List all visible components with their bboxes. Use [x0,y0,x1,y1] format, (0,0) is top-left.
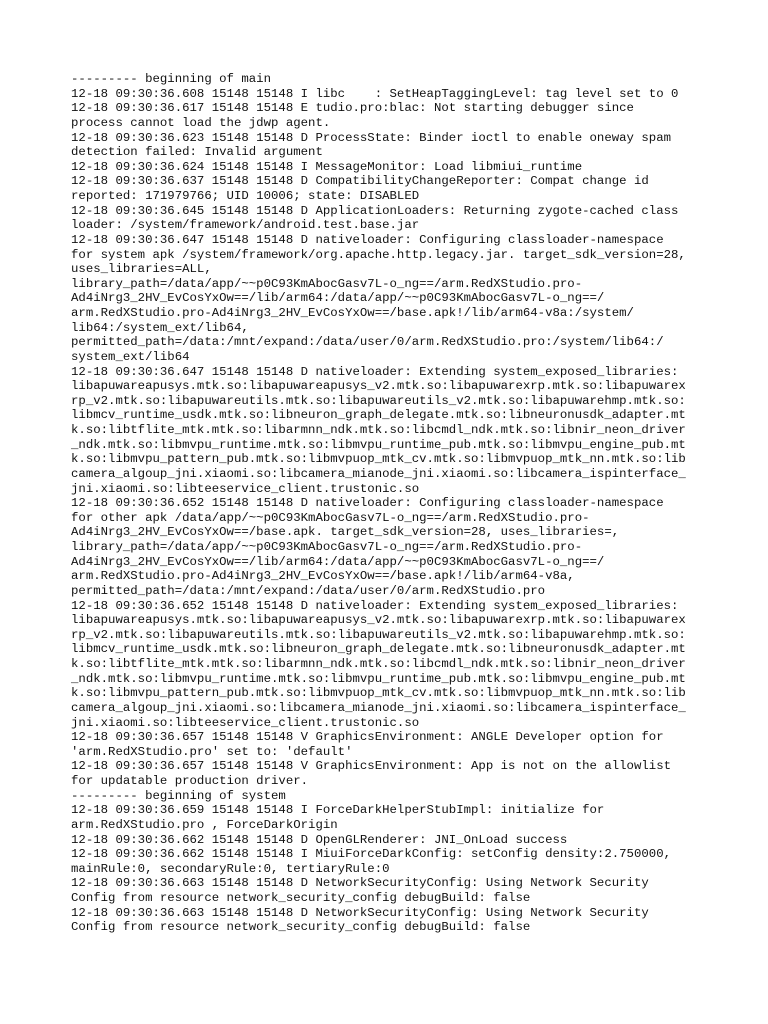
log-line: mainRule:0, secondaryRule:0, tertiaryRule:0 [71,861,390,876]
log-line: uses_libraries=ALL, [71,262,212,277]
log-line: arm.RedXStudio.pro-Ad4iNrg3_2HV_EvCosYxOw==/base.apk!/lib/arm64-v8a, [71,569,575,584]
log-line: camera_algoup_jni.xiaomi.so:libcamera_mianode_jni.xiaomi.so:libcamera_ispinterface_ [71,700,686,715]
log-line: _ndk.mtk.so:libmvpu_runtime.mtk.so:libmvpu_runtime_pub.mtk.so:libmvpu_engine_pub.mt [71,671,686,686]
log-line: 12-18 09:30:36.657 15148 15148 V GraphicsEnvironment: App is not on the allowlist [71,759,672,774]
log-line: for system apk /system/framework/org.apache.http.legacy.jar. target_sdk_version=28, [71,247,686,262]
log-line: for other apk /data/app/~~p0C93KmAbocGasv7L-o_ng==/arm.RedXStudio.pro- [71,510,590,525]
log-line: detection failed: Invalid argument [71,145,323,160]
log-line: k.so:libtflite_mtk.mtk.so:libarmnn_ndk.mtk.so:libcmdl_ndk.mtk.so:libnir_neon_driver [71,423,686,437]
log-line: 12-18 09:30:36.662 15148 15148 I MiuiForceDarkConfig: setConfig density:2.750000, [71,847,672,862]
log-line: 12-18 09:30:36.663 15148 15148 D NetworkSecurityConfig: Using Network Security [71,905,649,920]
log-line: permitted_path=/data:/mnt/expand:/data/user/0/arm.RedXStudio.pro:/system/lib64:/ [71,335,664,350]
log-line: libapuwareapusys.mtk.so:libapuwareapusys_v2.mtk.so:libapuwarexrp.mtk.so:libapuwarex [71,379,686,394]
log-line: process cannot load the jdwp agent. [71,115,331,130]
log-line: 12-18 09:30:36.657 15148 15148 V GraphicsEnvironment: ANGLE Developer option for [71,730,664,745]
log-line: 12-18 09:30:36.663 15148 15148 D NetworkSecurityConfig: Using Network Security [71,876,649,891]
log-line: system_ext/lib64 [71,349,190,364]
log-line: Ad4iNrg3_2HV_EvCosYxOw==/base.apk. target_sdk_version=28, uses_libraries=, [71,525,620,540]
log-line: library_path=/data/app/~~p0C93KmAbocGasv7L-o_ng==/arm.RedXStudio.pro- [71,540,583,554]
log-line: 'arm.RedXStudio.pro' set to: 'default' [71,744,353,759]
log-line: loader: /system/framework/android.test.base.jar [71,218,420,233]
log-line: Config from resource network_security_config debugBuild: false [71,920,531,935]
log-line: _ndk.mtk.so:libmvpu_runtime.mtk.so:libmvpu_runtime_pub.mtk.so:libmvpu_engine_pub.mt [71,437,686,452]
log-line: k.so:libmvpu_pattern_pub.mtk.so:libmvpuop_mtk_cv.mtk.so:libmvpuop_mtk_nn.mtk.so:lib [71,686,686,701]
log-line: lib64:/system_ext/lib64, [71,320,249,335]
log-line: 12-18 09:30:36.624 15148 15148 I MessageMonitor: Load libmiui_runtime [71,159,583,174]
log-line: --------- beginning of system [71,788,286,803]
log-line: --------- beginning of main [71,72,272,86]
log-line: rp_v2.mtk.so:libapuwareutils.mtk.so:libapuwareutils_v2.mtk.so:libapuwarehmp.mtk.so: [71,393,686,408]
log-line: k.so:libmvpu_pattern_pub.mtk.so:libmvpuop_mtk_cv.mtk.so:libmvpuop_mtk_nn.mtk.so:lib [71,452,686,467]
log-line: arm.RedXStudio.pro , ForceDarkOrigin [71,817,338,832]
log-line: permitted_path=/data:/mnt/expand:/data/user/0/arm.RedXStudio.pro [71,583,546,598]
log-line: arm.RedXStudio.pro-Ad4iNrg3_2HV_EvCosYxOw==/base.apk!/lib/arm64-v8a:/system/ [71,306,634,320]
log-line: rp_v2.mtk.so:libapuwareutils.mtk.so:libapuwareutils_v2.mtk.so:libapuwarehmp.mtk.so: [71,627,686,642]
log-line: libmcv_runtime_usdk.mtk.so:libneuron_graph_delegate.mtk.so:libneuronusdk_adapter.mt [71,642,686,657]
log-line: for updatable production driver. [71,774,309,788]
log-line: camera_algoup_jni.xiaomi.so:libcamera_mianode_jni.xiaomi.so:libcamera_ispinterface_ [71,466,686,481]
log-line: reported: 171979766; UID 10006; state: DISABLED [71,189,420,203]
log-line: jni.xiaomi.so:libteeservice_client.trustonic.so [71,481,420,496]
log-line: 12-18 09:30:36.623 15148 15148 D ProcessState: Binder ioctl to enable oneway spam [71,130,672,145]
log-line: Ad4iNrg3_2HV_EvCosYxOw==/lib/arm64:/data/app/~~p0C93KmAbocGasv7L-o_ng==/ [71,554,605,569]
log-line: 12-18 09:30:36.647 15148 15148 D nativeloader: Extending system_exposed_libraries: [71,364,679,379]
log-line: library_path=/data/app/~~p0C93KmAbocGasv7L-o_ng==/arm.RedXStudio.pro- [71,276,583,291]
logcat-output [71,72,728,935]
log-line: 12-18 09:30:36.647 15148 15148 D nativeloader: Configuring classloader-namespace [71,232,664,247]
log-line: 12-18 09:30:36.652 15148 15148 D nativeloader: Configuring classloader-namespace [71,496,664,511]
log-line: jni.xiaomi.so:libteeservice_client.trustonic.so [71,715,420,730]
log-line: 12-18 09:30:36.662 15148 15148 D OpenGLRenderer: JNI_OnLoad success [71,832,568,847]
log-line: k.so:libtflite_mtk.mtk.so:libarmnn_ndk.mtk.so:libcmdl_ndk.mtk.so:libnir_neon_driver [71,657,686,671]
log-line: Ad4iNrg3_2HV_EvCosYxOw==/lib/arm64:/data/app/~~p0C93KmAbocGasv7L-o_ng==/ [71,291,605,306]
log-line: libmcv_runtime_usdk.mtk.so:libneuron_graph_delegate.mtk.so:libneuronusdk_adapter.mt [71,408,686,423]
log-line: 12-18 09:30:36.608 15148 15148 I libc : SetHeapTaggingLevel: tag level set to 0 [71,86,679,101]
log-line: 12-18 09:30:36.637 15148 15148 D CompatibilityChangeReporter: Compat change id [71,174,649,189]
log-line: 12-18 09:30:36.652 15148 15148 D nativeloader: Extending system_exposed_libraries: [71,598,679,613]
log-line: libapuwareapusys.mtk.so:libapuwareapusys_v2.mtk.so:libapuwarexrp.mtk.so:libapuwarex [71,613,686,628]
log-line: 12-18 09:30:36.645 15148 15148 D ApplicationLoaders: Returning zygote-cached class [71,203,679,218]
log-line: Config from resource network_security_config debugBuild: false [71,891,531,905]
log-line: 12-18 09:30:36.617 15148 15148 E tudio.pro:blac: Not starting debugger since [71,101,634,116]
log-line: 12-18 09:30:36.659 15148 15148 I ForceDarkHelperStubImpl: initialize for [71,803,605,818]
